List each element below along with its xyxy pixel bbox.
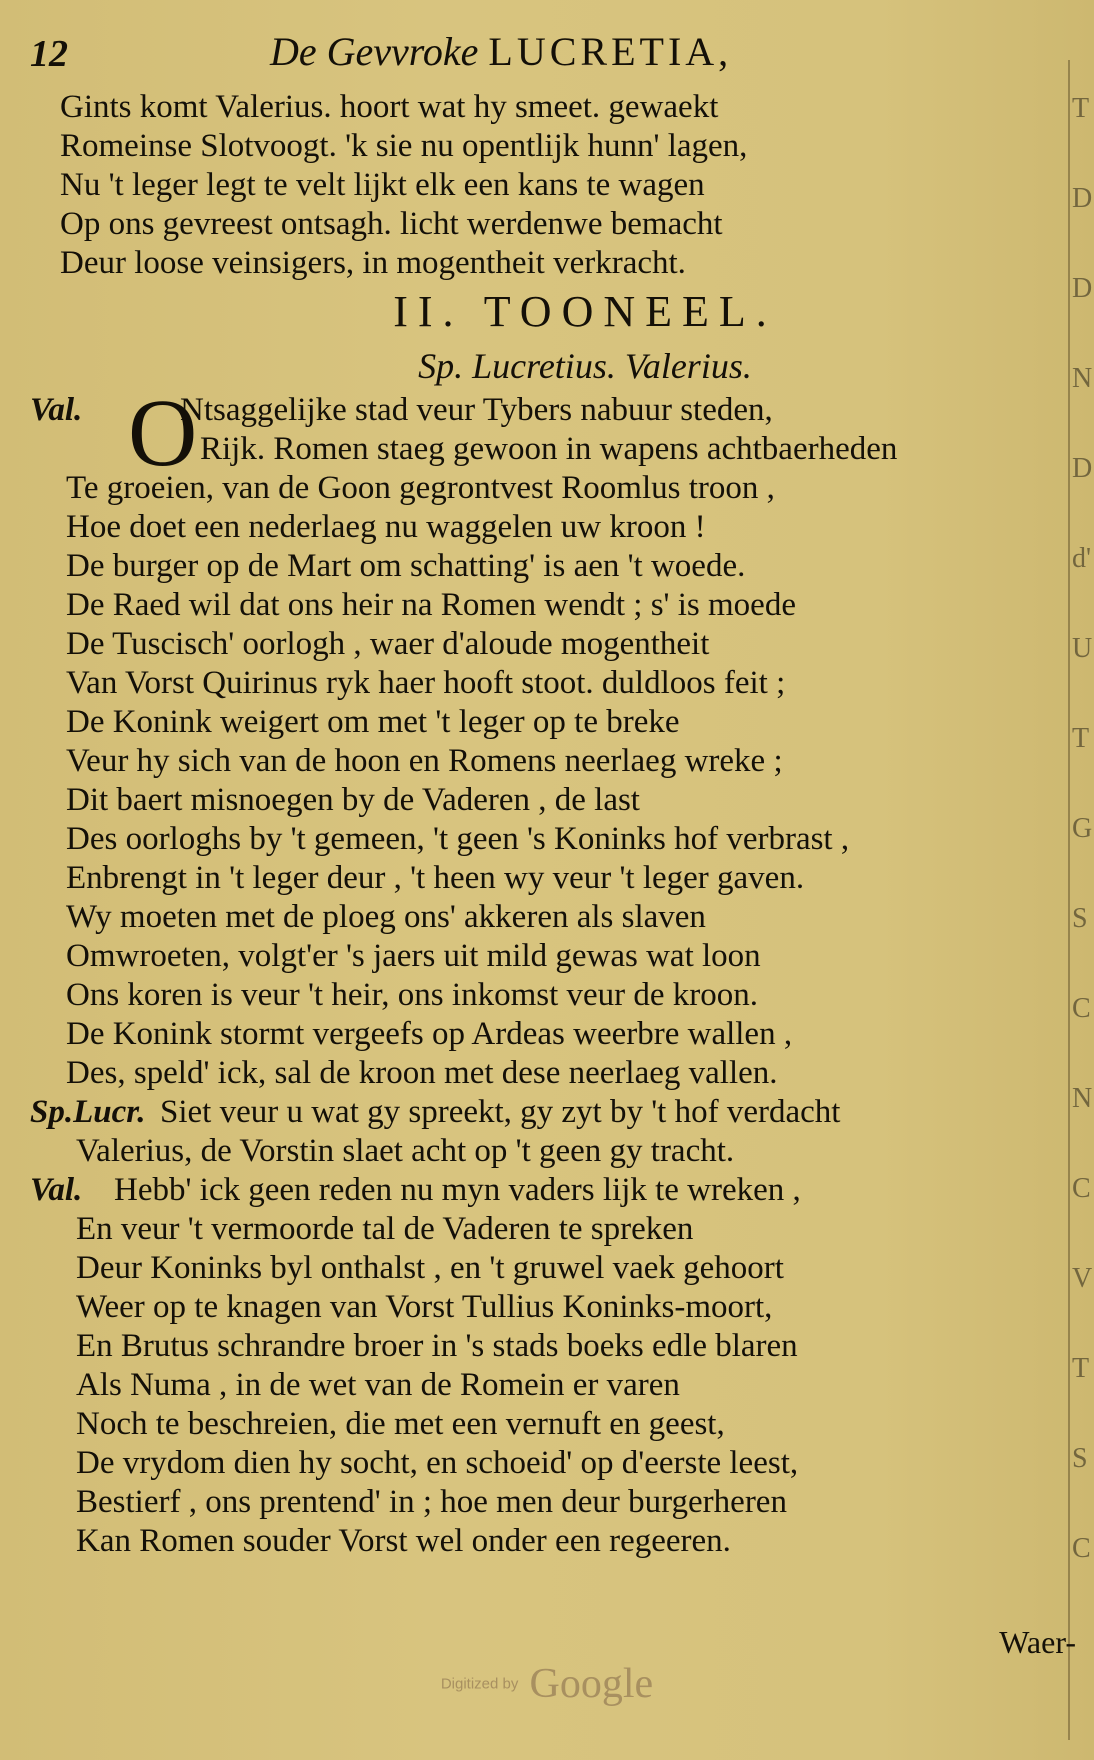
scene-persons: Sp. Lucretius. Valerius. [418,346,752,386]
verse-line [30,127,1060,166]
verse-text: Deur loose veinsigers, in mogentheit verkracht. [60,245,686,281]
margin-fragment: S [1072,903,1088,934]
margin-fragment: S [1072,1443,1088,1474]
verse-line [30,1093,1060,1132]
speech-valerius-2 [30,1171,1060,1561]
verse-text: De Raed wil dat ons heir na Romen wendt ; s' is moede [66,587,796,623]
verse-line [30,1054,1060,1093]
margin-fragment: G [1072,813,1093,844]
verse-line [30,820,1060,859]
scene-title: II. TOONEEL. [393,287,777,336]
drop-capital: O [128,379,198,486]
verse-text: De Konink stormt vergeefs op Ardeas weerbre wallen , [66,1016,793,1052]
opening-lines [30,88,1060,283]
verse-line [30,1405,1060,1444]
speech-lucretius [30,1093,1060,1171]
verse-text: Romeinse Slotvoogt. 'k sie nu opentlijk hunn' lagen, [60,128,748,164]
running-head-italic: De Gevvroke [270,29,479,74]
verse-text: Kan Romen souder Vorst wel onder een regeeren. [76,1523,731,1559]
page-header [30,28,1050,88]
speech-valerius-1 [30,379,1060,1093]
verse-line [30,1327,1060,1366]
verse-line [30,1444,1060,1483]
verse-line [30,1249,1060,1288]
verse-line [30,703,1060,742]
speaker-label: Val. [30,1172,83,1208]
running-head [270,28,732,75]
margin-fragment: U [1072,633,1093,664]
verse-line [30,1210,1060,1249]
speaker-label: Val. [30,392,83,428]
verse-text: Hebb' ick geen reden nu myn vaders lijk te wreken , [114,1172,801,1208]
verse-text: Deur Koninks byl onthalst , en 't gruwel vaek gehoort [76,1250,784,1286]
verse-line [30,508,1060,547]
verse-text: En veur 't vermoorde tal de Vaderen te spreken [76,1211,694,1247]
verse-line [30,898,1060,937]
margin-fragment: D [1072,183,1093,214]
verse-line [30,586,1060,625]
margin-fragment: T [1072,723,1090,754]
verse-line [30,244,1060,283]
page-number: 12 [30,33,68,75]
verse-line [30,781,1060,820]
verse-text: Siet veur u wat gy spreekt, gy zyt by 't hof verdacht [160,1094,841,1130]
verse-line [30,1483,1060,1522]
watermark-small: Digitized by [440,1675,519,1693]
verse-text: Op ons gevreest ontsagh. licht werdenwe bemacht [60,206,723,242]
speech-lines [30,469,1060,1093]
verse-text: Noch te beschreien, die met een vernuft en geest, [76,1406,725,1442]
verse-text: Weer op te knagen van Vorst Tullius Koninks-moort, [76,1289,773,1325]
margin-fragment: N [1072,363,1093,394]
margin-fragment: d' [1072,543,1092,574]
verse-line [30,1522,1060,1561]
margin-fragment: D [1072,273,1093,304]
margin-fragment: N [1072,1083,1093,1114]
adjacent-page-edge [1068,60,1094,1740]
verse-text: De vrydom dien hy socht, en schoeid' op d'eerste leest, [76,1445,799,1481]
verse-line [30,547,1060,586]
verse-line [30,1171,1060,1210]
verse-text: De Tuscisch' oorlogh , waer d'aloude mogentheit [66,626,710,662]
verse-line [30,742,1060,781]
verse-text: Ons koren is veur 't heir, ons inkomst veur de kroon. [66,977,759,1013]
verse-text: Hoe doet een nederlaeg nu waggelen uw kroon ! [66,509,706,545]
verse-line [30,166,1060,205]
verse-line [30,1288,1060,1327]
verse-line [30,88,1060,127]
verse-text: Als Numa , in de wet van de Romein er varen [76,1367,680,1403]
verse-text: Nu 't leger legt te velt lijkt elk een kans te wagen [60,167,705,203]
verse-text: En Brutus schrandre broer in 's stads boeks edle blaren [76,1328,798,1364]
verse-text: Valerius, de Vorstin slaet acht op 't geen gy tracht. [76,1133,735,1169]
verse-text: De burger op de Mart om schatting' is aen 't woede. [66,548,746,584]
verse-text: Gints komt Valerius. hoort wat hy smeet. gewaekt [60,89,719,125]
verse-line [30,859,1060,898]
digitized-watermark [0,1660,1094,1708]
verse-line [30,1132,1060,1171]
verse-line [30,205,1060,244]
verse-text: Rijk. Romen staeg gewoon in wapens achtbaerheden [200,431,898,467]
verse-text: Van Vorst Quirinus ryk haer hooft stoot. duldloos feit ; [66,665,786,701]
catchword: Waer- [999,1624,1076,1660]
verse-line [30,976,1060,1015]
verse-text: Bestierf , ons prentend' in ; hoe men deur burgerheren [76,1484,787,1520]
verse-line [30,1366,1060,1405]
verse-text: Wy moeten met de ploeg ons' akkeren als slaven [66,899,706,935]
verse-line [30,625,1060,664]
margin-fragment: V [1072,1263,1093,1294]
verse-text: De Konink weigert om met 't leger op te breke [66,704,680,740]
margin-fragment: C [1072,1533,1091,1564]
verse-line [30,430,1060,469]
verse-line [30,1015,1060,1054]
speaker-label: Sp.Lucr. [30,1094,146,1130]
verse-text: Ntsaggelijke stad veur Tybers nabuur steden, [180,392,773,428]
running-head-caps: LUCRETIA, [488,29,733,74]
watermark-google: Google [529,1661,654,1707]
verse-text: Omwroeten, volgt'er 's jaers uit mild gewas wat loon [66,938,761,974]
verse-text: Dit baert misnoegen by de Vaderen , de last [66,782,640,818]
verse-text: Enbrengt in 't leger deur , 't heen wy veur 't leger gaven. [66,860,805,896]
verse-text: Des, speld' ick, sal de kroon met dese neerlaeg vallen. [66,1055,778,1091]
verse-line [30,664,1060,703]
verse-text: Des oorloghs by 't gemeen, 't geen 's Koninks hof verbrast , [66,821,850,857]
margin-fragment: C [1072,1173,1091,1204]
margin-fragment: D [1072,453,1093,484]
verse-line [30,937,1060,976]
margin-fragment: T [1072,93,1090,124]
verse-text: Veur hy sich van de hoon en Romens neerlaeg wreke ; [66,743,783,779]
text-block [30,88,1060,1561]
verse-line [30,469,1060,508]
verse-text: Te groeien, van de Goon gegrontvest Roomlus troon , [66,470,775,506]
margin-fragment: C [1072,993,1091,1024]
margin-fragment: T [1072,1353,1090,1384]
